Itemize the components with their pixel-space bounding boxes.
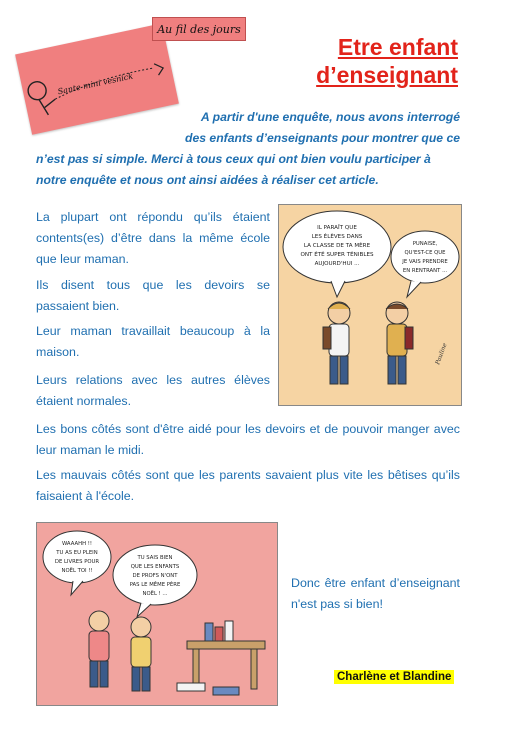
- paragraph-5: Les bons côtés sont d'être aidé pour les devoirs et de pouvoir manger avec leur maman le midi.: [36, 422, 460, 457]
- cartoon1-right-line-2: QU'EST-CE QUE: [404, 250, 446, 256]
- cartoon2-right-line-2: QUE LES ENFANTS: [130, 564, 180, 570]
- title-line-2: d’enseignant: [316, 62, 458, 88]
- paragraph-2: Ils disent tous que les devoirs se passaient bien.: [36, 278, 270, 313]
- cartoon2-right-line-1: TU SAIS BIEN: [137, 555, 173, 561]
- cartoon1-right-line-1: PUNAISE,: [412, 241, 438, 247]
- cartoon2-right-line-3: DE PROFS N'ONT: [132, 573, 178, 579]
- cartoon2-right-line-5: NOËL ! ...: [142, 591, 168, 597]
- paragraph-3: Leur maman travaillait beaucoup à la maison.: [36, 324, 270, 359]
- cartoon2-left-line-4: NOËL TOI !!: [61, 568, 93, 574]
- section-rubric: Au fil des jours: [152, 17, 246, 41]
- kid-figure-right: [131, 617, 151, 691]
- cartoon2-left-line-1: WAAAHH !!: [61, 541, 93, 547]
- conclusion-paragraph: Donc être enfant d’enseignant n'est pas si bien!: [291, 576, 460, 611]
- girl-figure: [323, 302, 350, 384]
- cartoon-illustration-2: [36, 522, 278, 706]
- cartoon1-right-line-3: JE VAIS PRENDRE: [402, 259, 448, 265]
- kid-figure-left: [89, 611, 109, 687]
- paragraph-6: Les mauvais côtés sont que les parents savaient plus vite les bêtises qu’ils faisaient à l'école.: [36, 468, 460, 503]
- cartoon1-left-line-2: LES ÉLÈVES DANS: [311, 234, 363, 240]
- paragraph-4: Leurs relations avec les autres élèves étaient normales.: [36, 373, 270, 408]
- cartoon2-right-line-4: PAS LE MÊME PÈRE: [129, 582, 181, 588]
- intro-paragraph: [36, 107, 460, 191]
- cartoon1-left-line-5: AUJOURD'HUI ...: [314, 261, 360, 267]
- desk-with-books: [177, 621, 265, 695]
- page-title: [316, 33, 458, 89]
- cartoon1-left-line-3: LA CLASSE DE TA MÈRE: [303, 243, 371, 249]
- intro-line-3: n’est pas si simple. Merci à tous ceux qui ont bien voulu participer à: [36, 152, 431, 166]
- paragraph-1: La plupart ont répondu qu’ils étaient contents(es) d’être dans la même école que leur maman.: [36, 210, 270, 266]
- intro-line-1: A partir d'une enquête, nous avons interrogé: [200, 110, 460, 124]
- boy-figure: [386, 302, 413, 384]
- cartoon1-right-line-4: EN RENTRANT ...: [402, 268, 448, 274]
- cartoon1-left-line-1: IL PARAÎT QUE: [317, 225, 357, 231]
- intro-line-4: notre enquête et nous ont ainsi aidées à réaliser cet article.: [36, 173, 379, 187]
- authors-byline: Charlène et Blandine: [334, 670, 454, 684]
- intro-line-2: des enfants d’enseignants pour montrer que ce: [185, 131, 460, 145]
- cartoon1-left-line-4: ONT ÉTÉ SUPER TÉNIBLES: [300, 252, 374, 258]
- cartoon2-left-line-2: TU AS EU PLEIN: [56, 550, 98, 556]
- cartoon1-signature: Pauline: [434, 342, 449, 366]
- title-line-1: Etre enfant: [337, 34, 458, 60]
- cartoon2-left-line-3: DE LIVRES POUR: [54, 559, 100, 565]
- sticker-text: Sante mini vesnick: [56, 71, 134, 97]
- cartoon-illustration-1: [278, 204, 462, 406]
